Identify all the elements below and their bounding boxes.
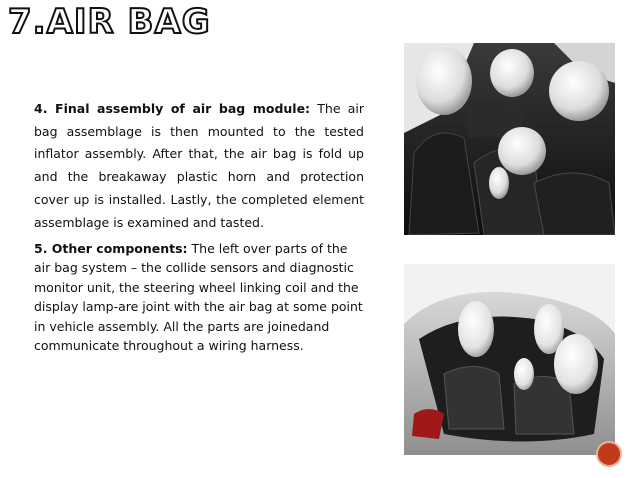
airbag-convertible-photo — [404, 264, 615, 455]
slide-number-badge — [596, 441, 622, 467]
slide-title: 7.AIR BAG — [8, 2, 211, 42]
section-5-lead: 5. Other components: — [34, 241, 188, 256]
section-5-paragraph — [34, 239, 364, 355]
airbag-convertible-illustration — [404, 264, 615, 455]
section-4-lead: 4. Final assembly of air bag module: — [34, 101, 311, 116]
section-5-body: The left over parts of the air bag system – the collide sensors and diagnostic monitor unit, the steering wheel linking coil and the display lamp-are joint with the air bag at some point in vehicle assembly. All the parts are joinedand communicate throughout a wiring harness. — [34, 241, 363, 354]
airbag-interior-photo — [404, 43, 615, 235]
airbag-interior-illustration — [404, 43, 615, 235]
section-4-paragraph — [34, 98, 364, 234]
section-4-body: The air bag assemblage is then mounted to the tested inflator assembly. After that, the air bag is fold up and the breakaway plastic horn and protection cover up is installed. Lastly, the completed element assemblage is examined and tasted. — [34, 101, 364, 230]
